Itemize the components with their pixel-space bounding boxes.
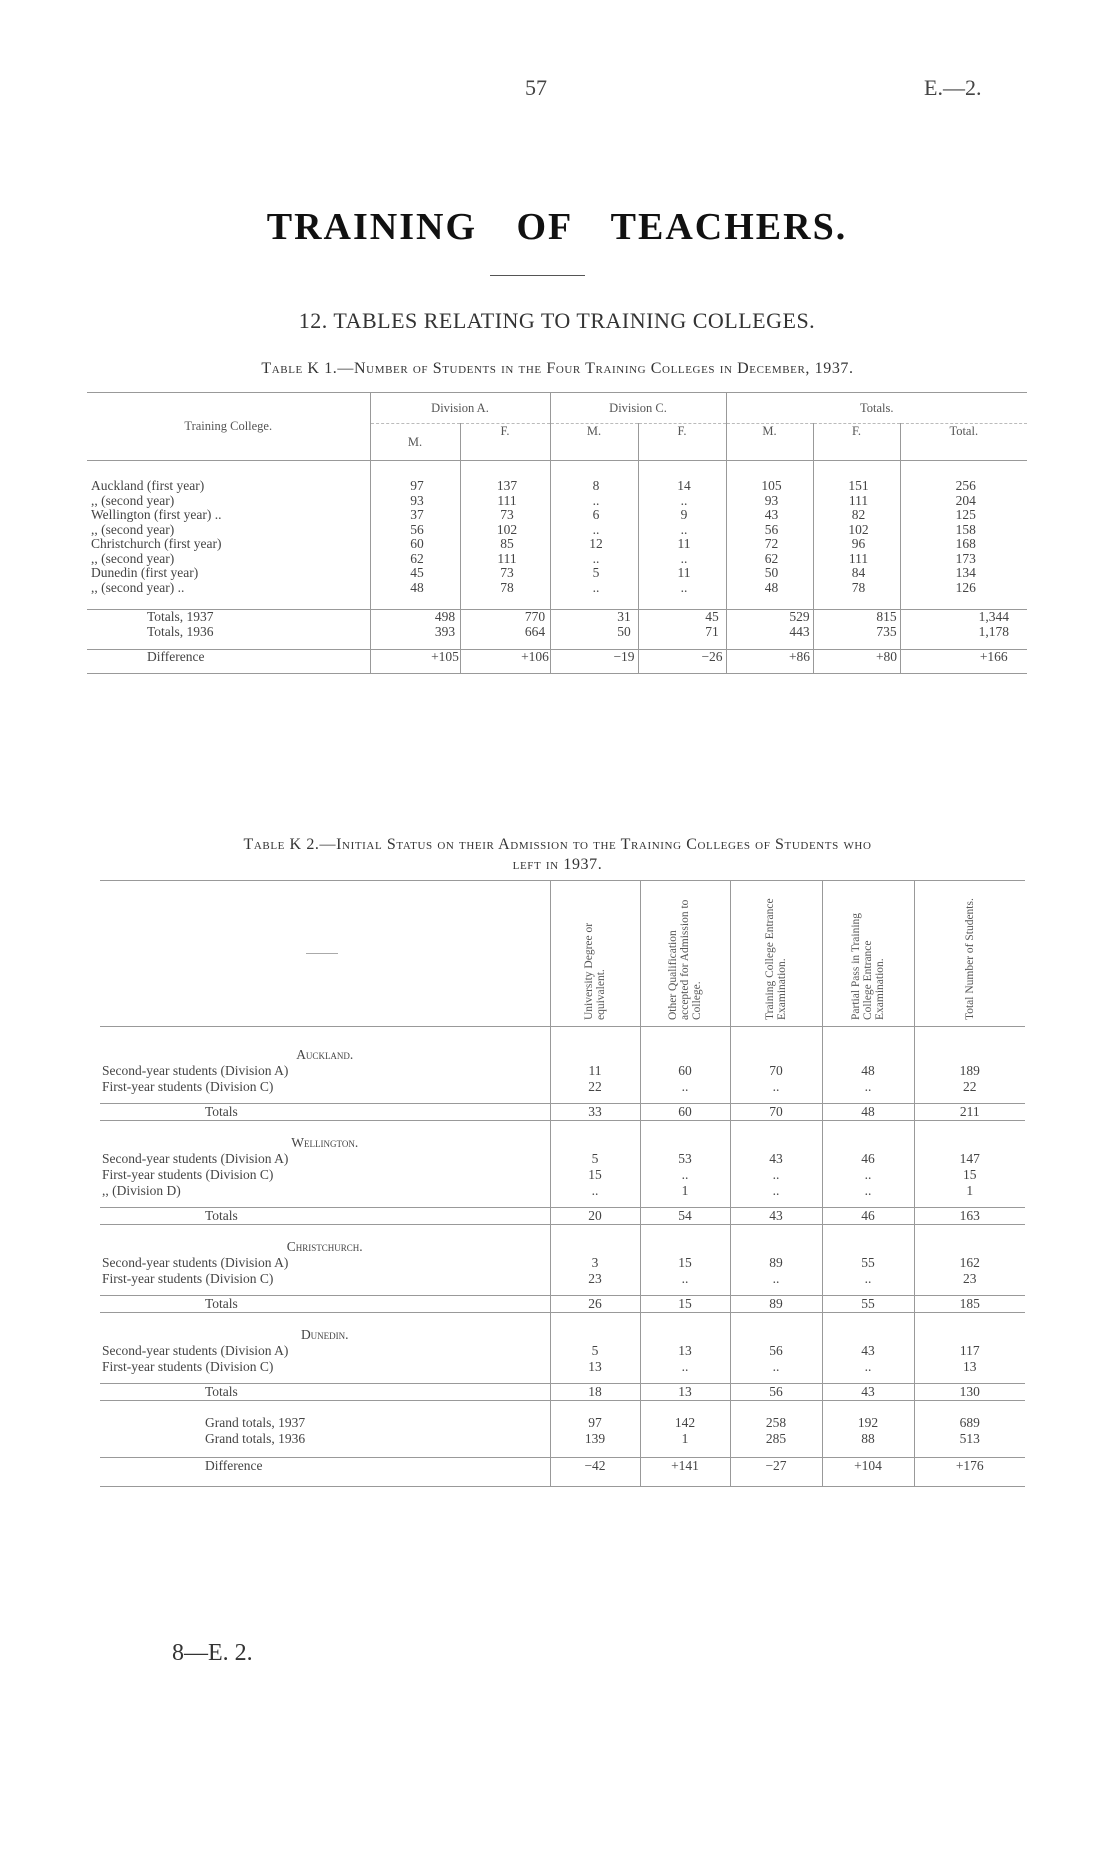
cell-t-m: 56 [726, 523, 813, 538]
row-label: Second-year students (Division A) [102, 1151, 289, 1166]
cell-a-m: 93 [370, 494, 460, 509]
cell-c-m: .. [550, 494, 638, 509]
cell-t: 126 [900, 581, 1027, 596]
cell-a-f: 111 [460, 552, 550, 567]
cell-value: −42 [550, 1458, 640, 1475]
cell-t-f: 151 [813, 479, 900, 494]
cell-value: 15 [640, 1296, 730, 1313]
cell-value: .. [730, 1167, 822, 1183]
cell-t: 204 [900, 494, 1027, 509]
row-label: ,, (second year) [91, 551, 175, 566]
cell-value: 23 [550, 1271, 640, 1287]
cell-value: 55 [822, 1255, 914, 1271]
cell-t-m: 443 [726, 625, 813, 640]
cell-t-f: 111 [813, 552, 900, 567]
cell-t-m: +86 [726, 650, 813, 665]
k1-header-m: M. [550, 424, 638, 461]
cell-c-f: 9 [638, 508, 726, 523]
cell-value: 53 [640, 1151, 730, 1167]
k2-header-other: Other Qualification accepted for Admission to College. [640, 881, 730, 1027]
cell-value: .. [822, 1359, 914, 1375]
section-heading: Wellington. [291, 1135, 359, 1150]
table-row [100, 1183, 1025, 1199]
table-row [100, 1343, 1025, 1359]
cell-t-m: 72 [726, 537, 813, 552]
table-row [100, 1167, 1025, 1183]
cell-value: 88 [822, 1431, 914, 1447]
cell-t: 125 [900, 508, 1027, 523]
cell-t-f: 102 [813, 523, 900, 538]
section-subtitle: 12. TABLES RELATING TO TRAINING COLLEGES. [298, 308, 816, 333]
cell-value: 211 [914, 1104, 1025, 1121]
cell-a-f: 85 [460, 537, 550, 552]
cell-value: 189 [914, 1063, 1025, 1079]
grand-totals-label: Grand totals, 1936 [205, 1431, 306, 1446]
cell-value: .. [550, 1183, 640, 1199]
cell-a-m: 60 [370, 537, 460, 552]
k1-header-division-a: Division A. [370, 393, 550, 424]
cell-c-f: .. [638, 552, 726, 567]
k1-header-totals: Totals. [726, 393, 1027, 424]
cell-value: .. [640, 1271, 730, 1287]
k2-header-total: Total Number of Students. [914, 881, 1025, 1027]
cell-t-m: 48 [726, 581, 813, 596]
cell-value: 3 [550, 1255, 640, 1271]
cell-value: 43 [822, 1343, 914, 1359]
cell-value: .. [822, 1183, 914, 1199]
cell-t-m: 50 [726, 566, 813, 581]
cell-c-f: −26 [638, 650, 726, 665]
cell-t: 256 [900, 479, 1027, 494]
cell-value: .. [730, 1271, 822, 1287]
cell-t-f: 111 [813, 494, 900, 509]
cell-value: 1 [914, 1183, 1025, 1199]
table-row [100, 1458, 1025, 1475]
cell-value: 13 [640, 1384, 730, 1401]
cell-value: +141 [640, 1458, 730, 1475]
cell-value: 33 [550, 1104, 640, 1121]
cell-a-f: 111 [460, 494, 550, 509]
cell-c-f: .. [638, 523, 726, 538]
cell-t-m: 62 [726, 552, 813, 567]
cell-value: 147 [914, 1151, 1025, 1167]
cell-value: 5 [550, 1151, 640, 1167]
row-label: First-year students (Division C) [102, 1167, 274, 1182]
table-k2-caption-year: 1937. [563, 856, 603, 873]
k1-header-division-c: Division C. [550, 393, 726, 424]
cell-t: 134 [900, 566, 1027, 581]
cell-value: 46 [822, 1151, 914, 1167]
cell-value: +104 [822, 1458, 914, 1475]
table-row [87, 625, 1027, 640]
cell-a-f: 73 [460, 566, 550, 581]
cell-value: 26 [550, 1296, 640, 1313]
table-row [87, 508, 1027, 523]
totals-label: Totals [100, 1296, 550, 1313]
cell-value: 89 [730, 1296, 822, 1313]
cell-value: 43 [730, 1151, 822, 1167]
cell-value: 285 [730, 1431, 822, 1447]
table-k1-caption: Table K 1.—Number of Students in the Four Training Colleges in December, 1937. [261, 360, 854, 377]
cell-value: .. [730, 1359, 822, 1375]
row-label: First-year students (Division C) [102, 1359, 274, 1374]
cell-value: 1 [640, 1431, 730, 1447]
cell-c-m: 6 [550, 508, 638, 523]
cell-a-m: 56 [370, 523, 460, 538]
cell-value: 1 [640, 1183, 730, 1199]
cell-value: .. [640, 1167, 730, 1183]
cell-a-m: 498 [370, 610, 460, 625]
cell-value: −27 [730, 1458, 822, 1475]
k1-header-m: M. [370, 424, 460, 461]
table-row [87, 610, 1027, 625]
cell-c-m: 5 [550, 566, 638, 581]
cell-t-f: 78 [813, 581, 900, 596]
cell-value: 60 [640, 1104, 730, 1121]
cell-value: 13 [640, 1343, 730, 1359]
cell-value: 22 [550, 1079, 640, 1095]
cell-value: 192 [822, 1415, 914, 1431]
section-heading: Auckland. [296, 1047, 354, 1062]
cell-value: 18 [550, 1384, 640, 1401]
row-label: ,, (second year) .. [91, 580, 185, 595]
k1-header-m: M. [726, 424, 813, 461]
table-row [87, 566, 1027, 581]
cell-value: 70 [730, 1104, 822, 1121]
cell-t-m: 529 [726, 610, 813, 625]
cell-a-m: +105 [370, 650, 460, 665]
table-row [100, 1296, 1025, 1313]
row-label: Christchurch (first year) [91, 537, 222, 551]
table-row [87, 552, 1027, 567]
row-label: Dunedin (first year) [91, 566, 199, 580]
row-label: First-year students (Division C) [102, 1271, 274, 1286]
cell-c-f: 71 [638, 625, 726, 640]
cell-a-f: 770 [460, 610, 550, 625]
cell-value: .. [822, 1271, 914, 1287]
cell-value: 48 [822, 1063, 914, 1079]
cell-t: 1,178 [900, 625, 1027, 640]
table-row [100, 1063, 1025, 1079]
cell-t: +166 [900, 650, 1027, 665]
cell-value: 43 [822, 1384, 914, 1401]
cell-value: 13 [914, 1359, 1025, 1375]
cell-t-m: 105 [726, 479, 813, 494]
table-row [100, 1271, 1025, 1287]
cell-value: 20 [550, 1208, 640, 1225]
cell-t-f: +80 [813, 650, 900, 665]
table-k2-caption-lead: left in [512, 856, 559, 873]
row-label: Auckland (first year) [91, 479, 205, 493]
row-label: Second-year students (Division A) [102, 1343, 289, 1358]
table-k2-caption-line1: Table K 2.—Initial Status on their Admission to the Training Colleges of Students who [243, 836, 872, 853]
cell-c-m: −19 [550, 650, 638, 665]
cell-c-f: 11 [638, 537, 726, 552]
cell-t: 158 [900, 523, 1027, 538]
table-row [100, 1151, 1025, 1167]
cell-value: 13 [550, 1359, 640, 1375]
cell-a-m: 45 [370, 566, 460, 581]
table-row [87, 581, 1027, 596]
document-code: E.—2. [924, 75, 982, 100]
table-k2-caption [90, 835, 1025, 875]
table-row [87, 537, 1027, 552]
cell-t-f: 815 [813, 610, 900, 625]
cell-t: 1,344 [900, 610, 1027, 625]
cell-t-f: 735 [813, 625, 900, 640]
cell-value: 15 [550, 1167, 640, 1183]
table-row [87, 523, 1027, 538]
cell-value: 130 [914, 1384, 1025, 1401]
table-k2-caption-line2 [90, 855, 1025, 875]
table-row [100, 1208, 1025, 1225]
cell-c-m: 31 [550, 610, 638, 625]
cell-a-f: 102 [460, 523, 550, 538]
cell-a-m: 62 [370, 552, 460, 567]
cell-value: .. [822, 1079, 914, 1095]
cell-value: 117 [914, 1343, 1025, 1359]
k1-header-f: F. [460, 424, 550, 461]
difference-label: Difference [87, 650, 370, 665]
cell-value: 43 [730, 1208, 822, 1225]
cell-c-f: 11 [638, 566, 726, 581]
cell-c-m: .. [550, 581, 638, 596]
k2-header-entrance: Training College Entrance Examination. [730, 881, 822, 1027]
cell-value: 258 [730, 1415, 822, 1431]
cell-c-m: 12 [550, 537, 638, 552]
grand-totals-label: Grand totals, 1937 [205, 1415, 306, 1430]
table-row [100, 1255, 1025, 1271]
cell-value: 60 [640, 1063, 730, 1079]
cell-a-f: 78 [460, 581, 550, 596]
cell-value: 142 [640, 1415, 730, 1431]
cell-t: 168 [900, 537, 1027, 552]
cell-value: 11 [550, 1063, 640, 1079]
cell-value: 23 [914, 1271, 1025, 1287]
cell-value: 89 [730, 1255, 822, 1271]
cell-value: .. [640, 1079, 730, 1095]
cell-c-m: 50 [550, 625, 638, 640]
table-row [100, 1415, 1025, 1431]
k1-header-college: Training College. [87, 393, 370, 461]
cell-value: 54 [640, 1208, 730, 1225]
k2-header-degree: University Degree or equivalent. [550, 881, 640, 1027]
row-label: ,, (Division D) [102, 1183, 181, 1198]
cell-t: 173 [900, 552, 1027, 567]
cell-t-m: 43 [726, 508, 813, 523]
cell-value: .. [730, 1079, 822, 1095]
totals-label: Totals [100, 1104, 550, 1121]
cell-value: 70 [730, 1063, 822, 1079]
row-label: Wellington (first year) .. [91, 508, 222, 522]
cell-value: .. [640, 1359, 730, 1375]
section-heading-row [100, 1327, 1025, 1343]
row-label: First-year students (Division C) [102, 1079, 274, 1094]
row-label: ,, (second year) [91, 522, 175, 537]
table-row [100, 1384, 1025, 1401]
cell-value: 513 [914, 1431, 1025, 1447]
cell-value: .. [730, 1183, 822, 1199]
cell-value: 48 [822, 1104, 914, 1121]
cell-value: 22 [914, 1079, 1025, 1095]
table-k2 [100, 880, 1025, 1487]
row-label: Second-year students (Division A) [102, 1063, 289, 1078]
cell-value: 55 [822, 1296, 914, 1313]
cell-c-m: 8 [550, 479, 638, 494]
totals-label: Totals [100, 1208, 550, 1225]
cell-value: 689 [914, 1415, 1025, 1431]
title-divider [490, 275, 585, 276]
k1-header-total: Total. [900, 424, 1027, 461]
totals-label: Totals, 1937 [87, 610, 370, 625]
table-row [100, 1359, 1025, 1375]
cell-value: 163 [914, 1208, 1025, 1225]
table-row [87, 650, 1027, 665]
page-title: TRAINING OF TEACHERS. [266, 206, 848, 248]
cell-value: 46 [822, 1208, 914, 1225]
cell-t-f: 96 [813, 537, 900, 552]
k1-header-f: F. [813, 424, 900, 461]
page-number: 57 [525, 75, 547, 100]
cell-c-f: 14 [638, 479, 726, 494]
cell-c-m: .. [550, 523, 638, 538]
section-heading-row [100, 1239, 1025, 1255]
table-row [87, 479, 1027, 494]
cell-value: 139 [550, 1431, 640, 1447]
table-row [87, 494, 1027, 509]
cell-a-m: 37 [370, 508, 460, 523]
cell-t-m: 93 [726, 494, 813, 509]
totals-label: Totals [100, 1384, 550, 1401]
cell-value: 56 [730, 1343, 822, 1359]
k2-header-blank [100, 881, 550, 1027]
cell-t-f: 82 [813, 508, 900, 523]
cell-a-f: +106 [460, 650, 550, 665]
cell-value: 56 [730, 1384, 822, 1401]
cell-a-m: 48 [370, 581, 460, 596]
cell-a-f: 137 [460, 479, 550, 494]
table-row [100, 1104, 1025, 1121]
table-k1 [87, 392, 1027, 674]
section-heading: Dunedin. [300, 1327, 349, 1342]
section-heading: Christchurch. [286, 1239, 363, 1254]
cell-a-m: 97 [370, 479, 460, 494]
cell-value: .. [822, 1167, 914, 1183]
cell-value: 15 [640, 1255, 730, 1271]
cell-value: 97 [550, 1415, 640, 1431]
table-row [100, 1079, 1025, 1095]
cell-value: 15 [914, 1167, 1025, 1183]
footer-code: 8—E. 2. [172, 1640, 253, 1666]
cell-c-f: .. [638, 581, 726, 596]
totals-label: Totals, 1936 [147, 624, 214, 639]
cell-a-f: 73 [460, 508, 550, 523]
cell-value: 185 [914, 1296, 1025, 1313]
section-heading-row [100, 1047, 1025, 1063]
table-row [100, 1431, 1025, 1447]
cell-a-f: 664 [460, 625, 550, 640]
k1-header-f: F. [638, 424, 726, 461]
cell-c-m: .. [550, 552, 638, 567]
cell-value: 162 [914, 1255, 1025, 1271]
row-label: Second-year students (Division A) [102, 1255, 289, 1270]
row-label: ,, (second year) [91, 493, 175, 508]
cell-value: +176 [914, 1458, 1025, 1475]
cell-value: 5 [550, 1343, 640, 1359]
cell-a-m: 393 [370, 625, 460, 640]
section-heading-row [100, 1135, 1025, 1151]
cell-t-f: 84 [813, 566, 900, 581]
cell-c-f: .. [638, 494, 726, 509]
k2-header-partial: Partial Pass in Training College Entrance Examination. [822, 881, 914, 1027]
cell-c-f: 45 [638, 610, 726, 625]
difference-label: Difference [100, 1458, 550, 1475]
